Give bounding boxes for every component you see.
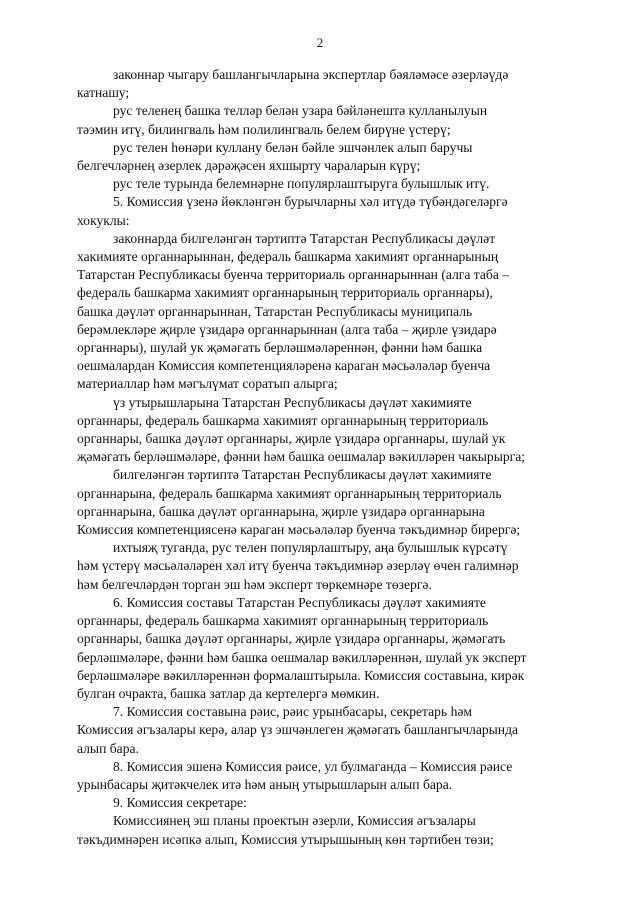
paragraph-work-plan: Комиссиянең эш планы проектын әзерли, Комиссия әгъзалары тәкъдимнәрен исәпкә алып, Комиссия утырышының көн тәртибен төзи; (77, 813, 494, 847)
paragraph-request-materials: законнарда билгеләнгән тәртиптә Татарстан Республикасы дәүләт хакимияте органнарыннан, федераль башкарма хакимият органнарының Татарстан Республикасы буенча территориаль органнарыннан (алга таба – федераль башкарма хакимият органнарының территориаль органнары), башка дәүләт органнарыннан, Татарстан Республикасы муниципаль берәмлекләре җирле үзидарә органнарыннан (алга таба – җирле үзидарә органнары), шулай ук җәмәгать берләшмәләреннән, фәнни һәм башка оешмалардан Комиссия компетенцияләренә караган мәсьәләләр буенча материаллар һәм мәгълүмат соратып алырга; (77, 230, 510, 392)
paragraph-specialist-training: рус телен һөнәри куллану белән бәйле эшчәнлек алып баручы белгечләрнең әзерлек дәрәҗәсен яхшырту чараларын күрү; (77, 139, 473, 174)
paragraph-bilingual-education: рус теленең башка телләр белән узара бәйләнештә кулланылуын тәэмин итү, билингваль һәм полилингваль белем бирүне үстерү; (77, 103, 488, 137)
paragraph-expert-opinion: законнар чыгару башлангычларына экспертлар бәяләмәсе әзерләүдә катнашу; (77, 67, 509, 101)
paragraph-invite-representatives: үз утырышларына Татарстан Республикасы дәүләт хакимияте органнары, федераль башкарма хакимият органнарының территориаль органнары, башка дәүләт органнары, җирле үзидарә органнары, шулай ук җәмәгать берләшмәләре, фәнни һәм башка оешмалар вәкилләрен чакырырга; (77, 394, 526, 465)
paragraph-commission-composition: 6. Комиссия составы Татарстан Республикасы дәүләт хакимияте органнары, федераль башкарма хакимият органнарының территориаль органнары, башка дәүләт органнары, җирле үзидарә органнары, җәмәгать берләшмәләре, фәнни һәм башка оешмалар вәкилләреннән, шулай ук эксперт берләшмәләре вәкилләреннән формалаштырыла. Комиссия составына, кирәк булган очракта, башка затлар да кертелергә мөмкин. (77, 594, 527, 701)
paragraph-commission-members: 7. Комиссия составына рәис, рәис урынбасары, секретарь һәм Комиссия әгъзалары керә, алар үз эшчәнлеген җәмәгать башлангычларында алып бара. (77, 704, 519, 756)
paragraph-commission-chair: 8. Комиссия эшенә Комиссия рәисе, ул булмаганда – Комиссия рәисе урынбасары җитәкчелек итә һәм аның утырышларын алып бара. (77, 758, 513, 792)
page-number: 2 (316, 35, 324, 50)
paragraph-working-groups: ихтыяҗ туганда, рус телен популярлаштыру, аңа булышлык күрсәтү һәм үстерү мәсьәләләрен хәл итү буенча тәкъдимнәр әзерләү өчен галимнәр һәм белгечләрдән торган эш һәм эксперт төркемнәре төзергә. (77, 540, 519, 592)
paragraph-commission-secretary: 9. Комиссия секретаре: (113, 795, 247, 811)
paragraph-popularization: рус теле турында белемнәрне популярлаштыруга булышлык итү. (113, 176, 490, 192)
paragraph-submit-proposals: билгеләнгән тәртиптә Татарстан Республикасы дәүләт хакимияте органнарына, федераль башкарма хакимият органнарының территориаль органнарына, башка дәүләт органнарына, җирле үзидарә органнарына Комиссия компетенциясенә караган мәсьәләләр буенча тәкъдимнәр бирергә; (77, 467, 521, 538)
paragraph-commission-rights: 5. Комиссия үзенә йөкләнгән бурычларны хәл итүдә түбәндәгеләргә хокуклы: (77, 194, 508, 228)
document-body (77, 66, 568, 849)
